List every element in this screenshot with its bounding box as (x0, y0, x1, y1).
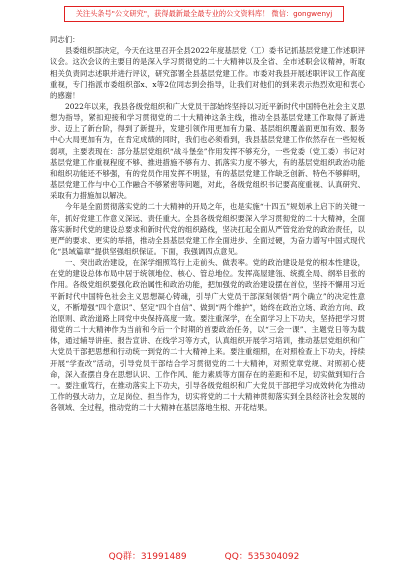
footer-qq: QQ：535304092 (224, 552, 300, 562)
salutation: 同志们： (50, 35, 80, 44)
paragraph-section-one: 一、突出政治建设，在深学细照笃行上走前头、做表率。党的政治建设是党的根本性建设，在党的建设总体布局中居于统领地位、核心、管总地位。发挥高屋建瓴、统揽全局、纲举目张的作用。各级党组织要强化政治属性和政治功能，把加强党的政治建设摆在首位，坚持不懈用习近平新时代中国特色社会主义思想凝心铸魂，引导广大党员干部深刻领悟“两个确立”的决定性意义，不断增强“四个意识”、坚定“四个自信”、做到“两个维护”，始终在政治立场、政治方向、政治原则、政治道路上同党中央保持高度一致。要注重深学，在全面学习上下功夫，坚持把学习贯彻党的二十大精神作为当前和今后一个时期的首要政治任务，以“三会一课”、主题党日等为载体，通过辅导讲座、报告宣讲、在线学习等方式，认真组织开展学习培训，推动基层党组织和广大党员干部把思想和行动统一到党的二十大精神上来。要注重细照，在对照检查上下功夫，持续开展“学查改”活动，引导党员干部结合学习贯彻党的二十大精神，对照党章党规、对照初心使命，深入查摆自身在思想认识、工作作风、能力素质等方面存在的差距和不足，切实做到知行合一。要注重笃行，在推动落实上下功夫，引导各级党组织和广大党员干部把学习成效转化为推动工作的强大动力，立足岗位、担当作为，切实将党的二十大精神贯彻落实到全县经济社会发展的各领域、全过程，推动党的二十大精神在基层落地生根、开花结果。 (50, 258, 365, 413)
footer-contact (0, 551, 408, 563)
document-body (50, 34, 365, 413)
footer-qq-group: QQ群：31991489 (108, 552, 187, 562)
paragraph-opening: 县委组织部决定，今天在这里召开全县2022年度基层党（工）委书记抓基层党建工作述职评议会。这次会议的主要目的是深入学习贯彻党的二十大精神以及全省、全市述职会议精神，听取相关负责同志述职并进行评议，研究部署全县基层党建工作。市委对我县开展述职评议工作高度重视，专门指派市委组织部x、x等2位同志到会指导，让我们对他们的到来表示热烈欢迎和衷心的感谢！ (50, 46, 365, 100)
header-banner: 关注头条号"公文研究"，获得最新最全最专业的公文资料库！ 微信：gongwenyj (64, 6, 344, 22)
paragraph-requirements: 今年是全面贯彻落实党的二十大精神的开局之年，也是实施“十四五”规划承上启下的关键一年，抓好党建工作意义深远、责任重大。全县各级党组织要深入学习贯彻党的二十大精神，全面落实新时代党的建设总要求和新时代党的组织路线，坚决扛起全面从严管党治党的政治责任，以更严的要求、更实的举措，推动全县基层党建工作全面进步、全面过硬，为奋力谱写中国式现代化“县域篇章”提供坚强组织保证。下面，我强调四点意见。 (50, 202, 365, 257)
paragraph-review: 2022年以来，我县各级党组织和广大党员干部始终坚持以习近平新时代中国特色社会主义思想为指导，紧扣迎接和学习贯彻党的二十大精神这条主线，推动全县基层党建工作取得了新进步、迈上了新台阶，得到了新提升，发建引领作用更加有力量、基层组织覆盖面更加有效、服务中心大局更加有为，在肯定成绩的同时，我们也必须看到，我县基层党建工作依然存在一些短板弱项，主要表现在：部分基层党组织“战斗堡垒”作用发挥不够充分，一些党委（党工委）书记对基层党建工作重视程度不够、推进措施不够有力、抓落实力度不够大，有的基层党组织政治功能和组织功能还不够强，有的党员作用发挥不明显，有的基层党建工作缺乏创新、特色不够鲜明，基层党建工作与中心工作融合不够紧密等问题，对此，各级党组织书记要高度重视、认真研究、采取有力措施加以解决。 (50, 101, 365, 201)
